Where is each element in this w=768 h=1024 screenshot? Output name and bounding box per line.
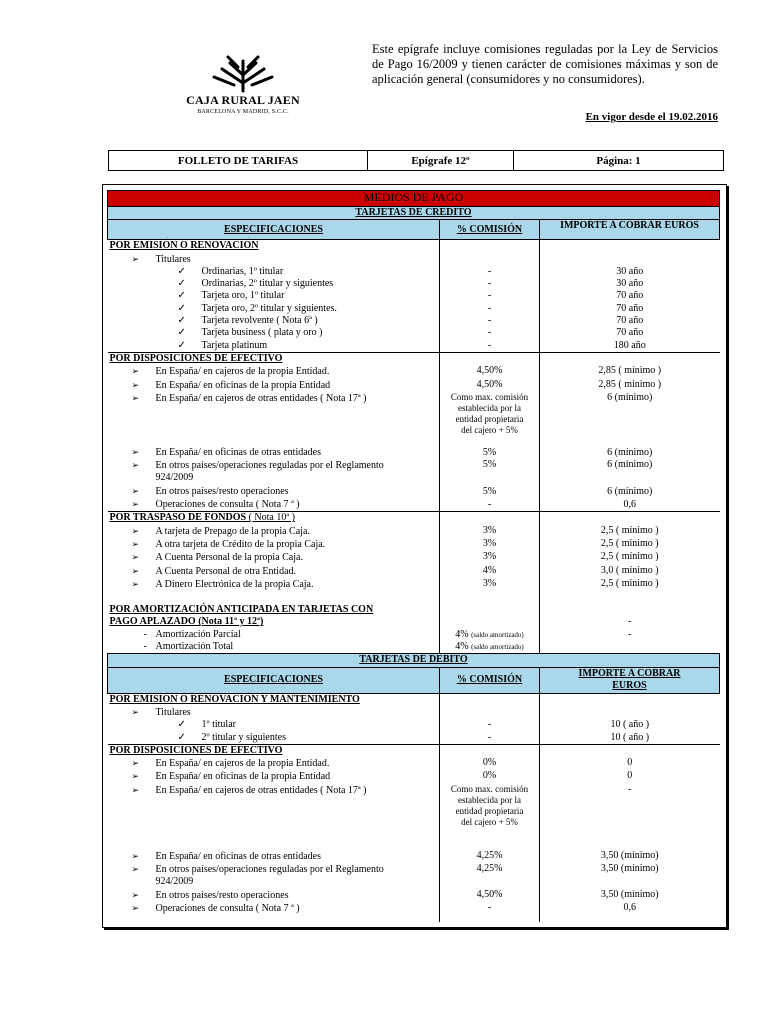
row-amount: 2,5 ( mínimo ): [600, 524, 659, 536]
row-label: Operaciones de consulta ( Nota 7 ª ): [155, 499, 300, 511]
check-icon: ✓: [177, 278, 186, 290]
row-commission: 0%: [440, 757, 540, 770]
table-row: [108, 757, 720, 770]
row-label: A otra tarjeta de Crédito de la propia Caja.: [155, 538, 326, 550]
row-label: A Cuenta Personal de la propia Caja.: [155, 552, 303, 564]
table-row: [108, 538, 720, 551]
row-label: Tarjeta platinum: [201, 339, 268, 351]
table-row: [108, 266, 720, 278]
row-label: En España/ en cajeros de otras entidades ( Nota 17ª ): [155, 784, 367, 796]
credit-emission-heading: POR EMISIÓN O RENOVACIÓN: [108, 240, 440, 253]
bank-name: CAJA RURAL JAEN: [186, 93, 300, 107]
debit-cash-heading: POR DISPOSICIONES DE EFECTIVO: [108, 744, 440, 757]
arrow-icon: ➢: [131, 889, 140, 900]
col-spec-header: ESPECIFICACIONES: [108, 220, 440, 240]
check-icon: ✓: [177, 290, 186, 302]
row-commission: -: [440, 327, 540, 339]
group-label: Titulares: [155, 706, 191, 718]
row-label: Amortización Total: [155, 641, 234, 653]
row-commission: -: [440, 266, 540, 278]
table-row: [108, 379, 720, 392]
row-amount: 0: [627, 770, 633, 782]
check-icon: ✓: [177, 302, 186, 314]
row-amount: 10 ( año ): [610, 731, 650, 743]
table-row: [108, 551, 720, 564]
table-row: [108, 902, 720, 922]
row-label: En España/ en oficinas de la propia Entidad: [155, 379, 331, 391]
row-commission: 4% (saldo amortizado): [440, 629, 540, 641]
arrow-icon: ➢: [131, 460, 140, 471]
table-row: [108, 784, 720, 850]
row-commission: 4%: [440, 565, 540, 578]
row-label: Tarjeta business ( plata y oro ): [201, 327, 323, 339]
transfer-note: ( Nota 10ª ): [246, 512, 295, 524]
row-amount: 3,0 ( mínimo ): [600, 564, 659, 576]
wheat-logo-icon: [208, 55, 278, 93]
row-commission: -: [440, 315, 540, 327]
row-commission: 4% (saldo amortizado): [440, 641, 540, 654]
arrow-icon: ➢: [131, 758, 140, 769]
arrow-icon: ➢: [131, 552, 140, 563]
row-commission: -: [440, 732, 540, 745]
arrow-icon: ➢: [131, 850, 140, 861]
group-label: Titulares: [155, 253, 191, 265]
row-label: En otros países/operaciones reguladas por el Reglamento: [155, 863, 384, 875]
row-commission: -: [440, 278, 540, 290]
arrow-icon: ➢: [131, 771, 140, 782]
row-amount: 70 año: [616, 315, 644, 327]
col-imp-header: IMPORTE A COBRAR EUROS: [540, 667, 720, 693]
table-row: [108, 889, 720, 902]
row-label: En España/ en oficinas de otras entidades: [155, 446, 321, 458]
arrow-icon: ➢: [131, 565, 140, 576]
table-row: [108, 365, 720, 378]
table-row: ➢ En otros países/operaciones reguladas por el Reglamento 924/2009 5% 6 (mínimo): [108, 459, 720, 485]
bank-subtitle: BARCELONA Y MADRID, S.C.C.: [197, 109, 289, 115]
row-commission: 4,25%: [440, 863, 540, 889]
row-amount: -: [628, 628, 632, 640]
row-amount: 0: [627, 757, 633, 769]
table-row: [108, 565, 720, 578]
row-commission: 4,25%: [440, 850, 540, 863]
tariff-table: MEDIOS DE PAGO TARJETAS DE CREDITO ESPECIFICACIONES % COMISIÓN IMPORTE A COBRAR EUROS POR EMISIÓN O RENOVACIÓN ➢ Titulares ✓ Ordinarias, 1º titular - 30 año ✓ Ordinarias, 2º titular y siguientes - 30 año ✓ Tarjeta oro, 1º titular - 70 año ✓ Tarjeta oro, 2º titular y siguientes. - 70 año ✓ Tarjeta revolvente ( Nota 6ª ) - 70 año ✓ Tarjeta business ( plata y oro ) - 70 año ✓ Tarjeta platinum - 180 año POR DISPOSICIONES DE EFECTIVO ➢ En España/ en cajeros de la propia Entidad. 4,50% 2,85 ( mínimo ) ➢ En España/ en oficinas de la propia Entidad 4,50% 2,85 ( mínimo ) ➢ En España/ en cajeros de otras entidades ( Nota 17ª ) Como max. comisión establecida por la entidad propietaria del cajero + 5% 6 (mínimo) ➢ En España/ en oficinas de otras entidades 5% 6 (mínimo) ➢ En otros países/operaciones reguladas por el Reglamento 924/2009 5% 6 (mínimo) ➢ En otros países/resto operaciones 5% 6 (mínimo) ➢ Operaciones de consulta ( Nota 7 ª ) - 0,6 POR TRASPASO DE FONDOS ( Nota 10ª ) ➢ A tarjeta de Prepago de la propia Caja. 3% 2,5 ( mínimo ) ➢ A otra tarjeta de Crédito de la propia Caja. 3% 2,5 ( mínimo ) ➢ A Cuenta Personal de la propia Caja. 3% 2,5 ( mínimo ) ➢ A Cuenta Personal de otra Entidad. 4% 3,0 ( mínimo ) ➢ A Dinero Electrónica de la propia Caja. 3% 2,5 ( mínimo ) POR AMORTIZACIÓN ANTICIPADA EN TARJETAS CON PAGO APLAZADO (Nota 11ª y 12ª) - - Amortización Parcial 4% (saldo amortizado) - - Amortización Total 4% (saldo amortizado) TARJETAS DE DEBITO ESPECIFICACIONES % COMISIÓN IMPORTE A COBRAR EUROS POR EMISIÓN O RENOVACIÓN Y MANTENIMIENTO ➢ Titulares ✓ 1º titular - 10 ( año ) ✓ 2º titular y siguientes - 10 ( año ) POR DISPOSICIONES DE EFECTIVO ➢ En España/ en cajeros de la propia Entidad. 0% 0 ➢ En España/ en oficinas de la propia Entidad 0% 0 ➢ En España/ en cajeros de otras entidades ( Nota 17ª ) Como max. comisión establecida por la entidad propietaria del cajero + 5% - ➢ En España/ en oficinas de otras entidades 4,25% 3,50 (mínimo) ➢ En otros países/operaciones reguladas por el Reglamento 924/2009 4,25% 3,50 (mínimo) ➢ En otros países/resto operaciones 4,50% 3,50 (mínimo) ➢ Operaciones de consulta ( Nota 7 ª ) - 0,6: [107, 190, 720, 922]
row-commission: 3%: [440, 525, 540, 538]
row-label: En otros países/resto operaciones: [155, 485, 289, 497]
table-row: [108, 525, 720, 538]
table-row: [108, 446, 720, 459]
arrow-icon: ➢: [131, 392, 140, 403]
row-amount: 3,50 (mínimo): [600, 888, 659, 900]
check-icon: ✓: [177, 719, 186, 731]
row-commission: 5%: [440, 485, 540, 498]
transfer-heading: POR TRASPASO DE FONDOS: [109, 512, 247, 524]
row-amount: -: [628, 616, 632, 628]
arrow-icon: ➢: [131, 784, 140, 795]
row-label: A Cuenta Personal de otra Entidad.: [155, 565, 297, 577]
row-label: 2º titular y siguientes: [201, 731, 286, 743]
col-imp-header: IMPORTE A COBRAR EUROS: [540, 220, 720, 240]
arrow-icon: ➢: [131, 379, 140, 390]
arrow-icon: ➢: [131, 366, 140, 377]
arrow-icon: ➢: [131, 706, 140, 717]
debit-emission-heading: POR EMISIÓN O RENOVACIÓN Y MANTENIMIENTO: [108, 693, 440, 706]
table-row: ➢ En otros países/operaciones reguladas por el Reglamento 924/2009 4,25% 3,50 (mínimo): [108, 863, 720, 889]
row-label: A tarjeta de Prepago de la propia Caja.: [155, 525, 310, 537]
table-row: [108, 498, 720, 512]
row-amount: 2,85 ( mínimo ): [598, 365, 662, 377]
row-amount: 6 (mínimo): [607, 485, 653, 497]
row-amount: 6 (mínimo): [607, 446, 653, 458]
row-amount: 3,50 (mínimo): [600, 849, 659, 861]
table-row: [108, 392, 720, 446]
row-amount: 3,50 (mínimo): [600, 862, 659, 874]
col-spec-header: ESPECIFICACIONES: [108, 667, 440, 693]
row-label: Tarjeta oro, 1º titular: [201, 290, 285, 302]
table-row: [108, 327, 720, 339]
arrow-icon: ➢: [131, 253, 140, 264]
row-amount: 30 año: [616, 278, 644, 290]
row-label: Amortización Parcial: [155, 628, 241, 640]
row-amount: 70 año: [616, 327, 644, 339]
section-title: MEDIOS DE PAGO: [108, 191, 720, 207]
row-amount: 10 ( año ): [610, 719, 650, 731]
row-label: A Dinero Electrónica de la propia Caja.: [155, 578, 314, 590]
row-label: En España/ en cajeros de la propia Entidad.: [155, 758, 330, 770]
table-row: [108, 485, 720, 498]
arrow-icon: ➢: [131, 499, 140, 510]
check-icon: ✓: [177, 265, 186, 277]
check-icon: ✓: [177, 315, 186, 327]
table-row: [108, 850, 720, 863]
row-amount: 6 (mínimo): [607, 391, 653, 403]
row-label: Ordinarias, 2º titular y siguientes: [201, 278, 334, 290]
row-label: En España/ en oficinas de otras entidades: [155, 850, 321, 862]
row-commission: -: [440, 290, 540, 302]
row-commission: -: [440, 340, 540, 353]
row-amount: 70 año: [616, 290, 644, 302]
credit-band: TARJETAS DE CREDITO: [108, 207, 720, 220]
row-commission: 3%: [440, 538, 540, 551]
arrow-icon: ➢: [131, 902, 140, 913]
row-commission: 3%: [440, 578, 540, 591]
row-amount: 2,5 ( mínimo ): [600, 577, 659, 589]
table-row: [108, 770, 720, 783]
table-row: - Amortización Total 4% (saldo amortizado): [108, 641, 720, 654]
credit-cash-heading: POR DISPOSICIONES DE EFECTIVO: [108, 352, 440, 365]
arrow-icon: ➢: [131, 525, 140, 536]
row-commission: -: [440, 303, 540, 315]
row-amount: -: [628, 783, 632, 795]
col-com-header: % COMISIÓN: [440, 220, 540, 240]
row-label: En España/ en cajeros de la propia Entidad.: [155, 366, 330, 378]
row-label: 1º titular: [201, 719, 236, 731]
row-label: Operaciones de consulta ( Nota 7 ª ): [155, 902, 300, 914]
row-commission: -: [440, 719, 540, 731]
arrow-icon: ➢: [131, 578, 140, 589]
table-row: [108, 732, 720, 745]
row-commission: -: [440, 498, 540, 512]
row-amount: 30 año: [616, 265, 644, 277]
table-row: - Amortización Parcial 4% (saldo amortizado) -: [108, 629, 720, 641]
arrow-icon: ➢: [131, 485, 140, 496]
row-label: Tarjeta revolvente ( Nota 6ª ): [201, 315, 318, 327]
row-label: Ordinarias, 1º titular: [201, 265, 284, 277]
check-icon: ✓: [177, 327, 186, 339]
epigrafe-label: Epígrafe 12º: [368, 151, 514, 170]
arrow-icon: ➢: [131, 863, 140, 874]
bank-logo: [178, 55, 308, 125]
row-amount: 180 año: [613, 339, 646, 351]
row-amount: 2,5 ( mínimo ): [600, 551, 659, 563]
row-label: En otros países/operaciones reguladas por el Reglamento: [155, 460, 384, 472]
folleto-label: FOLLETO DE TARIFAS: [109, 151, 368, 170]
row-commission: 5%: [440, 459, 540, 485]
table-row: [108, 303, 720, 315]
table-row: [108, 719, 720, 731]
row-amount: 0,6: [623, 901, 636, 913]
table-row: [108, 278, 720, 290]
table-row: [108, 578, 720, 591]
row-amount: 2,85 ( mínimo ): [598, 378, 662, 390]
intro-text: Este epígrafe incluye comisiones reguladas por la Ley de Servicios de Pago 16/2009 y tienen carácter de comisiones máximas y son de aplicación general (consumidores y no consumidores).: [372, 42, 718, 86]
row-label: En España/ en cajeros de otras entidades ( Nota 17ª ): [155, 392, 367, 404]
row-commission: Como max. comisión establecida por la entidad propietaria del cajero + 5%: [440, 784, 540, 850]
table-row: [108, 290, 720, 302]
effective-date: En vigor desde el 19.02.2016: [585, 111, 718, 123]
row-commission: 4,50%: [440, 379, 540, 392]
row-label: En otros países/resto operaciones: [155, 889, 289, 901]
row-commission: -: [440, 902, 540, 922]
page-number: Página: 1: [596, 154, 641, 167]
row-commission: 4,50%: [440, 889, 540, 902]
row-commission: 3%: [440, 551, 540, 564]
table-row: [108, 340, 720, 353]
document-header: [108, 150, 724, 171]
debit-band: TARJETAS DE DEBITO: [108, 654, 720, 667]
row-amount: 70 año: [616, 302, 644, 314]
row-commission: 5%: [440, 446, 540, 459]
row-commission: 4,50%: [440, 365, 540, 378]
row-amount: 2,5 ( mínimo ): [600, 537, 659, 549]
row-commission: 0%: [440, 770, 540, 783]
check-icon: ✓: [177, 339, 186, 351]
table-row: [108, 315, 720, 327]
amortization-heading: POR AMORTIZACIÓN ANTICIPADA EN TARJETAS CON: [109, 604, 374, 616]
arrow-icon: ➢: [131, 538, 140, 549]
row-amount: 6 (mínimo): [607, 459, 653, 471]
row-commission: Como max. comisión establecida por la entidad propietaria del cajero + 5%: [440, 392, 540, 446]
arrow-icon: ➢: [131, 446, 140, 457]
row-label: Tarjeta oro, 2º titular y siguientes.: [201, 302, 337, 314]
row-label: En España/ en oficinas de la propia Entidad: [155, 771, 331, 783]
col-com-header: % COMISIÓN: [440, 667, 540, 693]
check-icon: ✓: [177, 731, 186, 743]
row-amount: 0,6: [623, 499, 636, 511]
